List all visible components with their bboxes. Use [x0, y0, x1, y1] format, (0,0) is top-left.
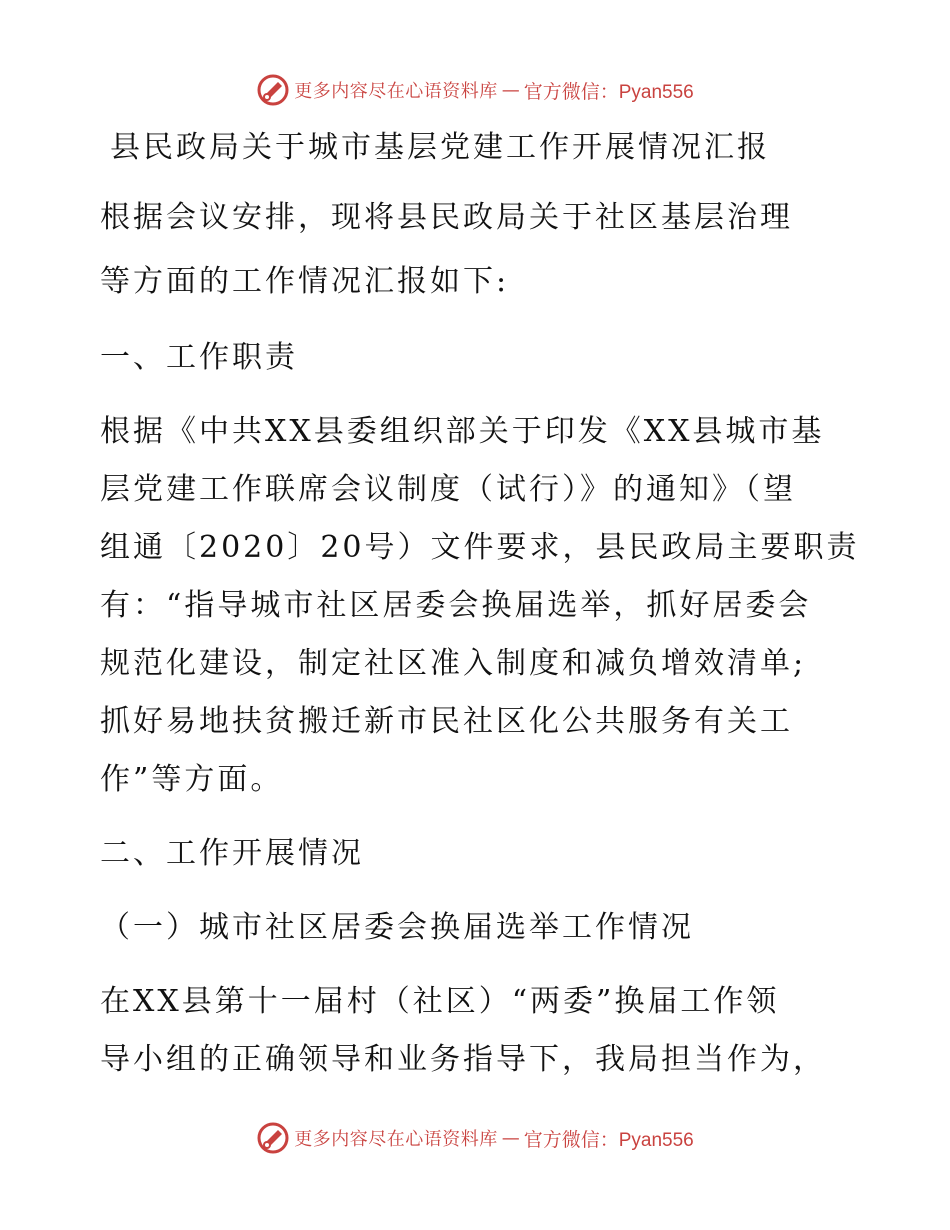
seal-logo-icon: [256, 1121, 290, 1155]
banner-text: 更多内容尽在心语资料库: [294, 81, 498, 102]
paragraph-line: 规范化建设，制定社区准入制度和减负增效清单;: [100, 646, 807, 681]
banner-separator: —: [501, 1127, 520, 1149]
paragraph-line: 抓好易地扶贫搬迁新市民社区化公共服务有关工: [100, 704, 793, 739]
document-body: [100, 120, 860, 1080]
paragraph-line: 层党建工作联席会议制度（试行）》的通知》（望: [100, 472, 796, 507]
paragraph-line: 在XX县第十一届村（社区）“两委”换届工作领: [100, 984, 780, 1019]
banner-wechat: 官方微信：Pyan556: [523, 81, 694, 103]
paragraph-line: 组通〔2020〕20号）文件要求，县民政局主要职责: [100, 530, 860, 565]
footer-watermark-banner: [0, 1118, 950, 1158]
paragraph-line: 作”等方面。: [100, 762, 284, 797]
section-heading: 一、工作职责: [100, 340, 298, 375]
banner-wechat: 官方微信：Pyan556: [523, 1129, 694, 1151]
banner-text: 更多内容尽在心语资料库: [294, 1129, 498, 1150]
paragraph-line: 有：“指导城市社区居委会换届选举，抓好居委会: [100, 588, 812, 623]
paragraph-line: 导小组的正确领导和业务指导下，我局担当作为，: [100, 1042, 826, 1077]
seal-logo-icon: [256, 73, 290, 107]
paragraph-line: 等方面的工作情况汇报如下:: [100, 264, 510, 299]
subsection-heading: （一）城市社区居委会换届选举工作情况: [100, 910, 694, 945]
document-title: 县民政局关于城市基层党建工作开展情况汇报: [110, 130, 770, 165]
banner-separator: —: [501, 79, 520, 101]
header-watermark-banner: [0, 70, 950, 110]
paragraph-line: 根据会议安排，现将县民政局关于社区基层治理: [100, 200, 793, 235]
paragraph-line: 根据《中共XX县委组织部关于印发《XX县城市基: [100, 414, 825, 449]
section-heading: 二、工作开展情况: [100, 836, 364, 871]
